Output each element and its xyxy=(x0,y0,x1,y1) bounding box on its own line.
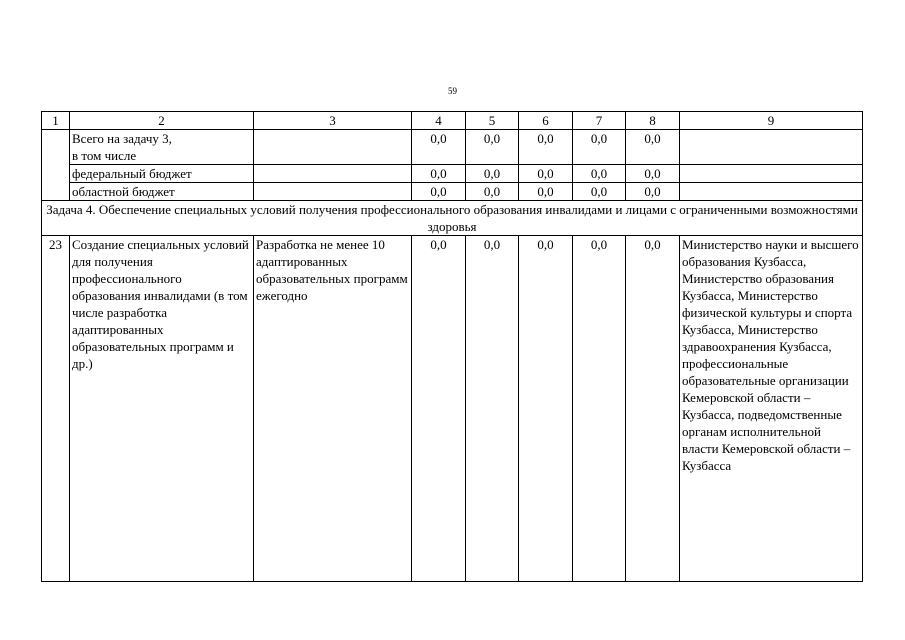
item-executors: Министерство науки и высшего образования Кузбасса, Министерство образования Кузбасса, Министерство физической культуры и спорта Кузбасса, Министерство здравоохранения Кузбасса, профессиональные образовательные организации Кемеровской области – Кузбасса, подведомственные органам исполнительной власти Кемеровской области – Кузбасса xyxy=(680,236,863,582)
item-number: 23 xyxy=(42,236,70,582)
item-value: 0,0 xyxy=(626,236,680,582)
total-value: 0,0 xyxy=(412,165,466,183)
total-col9 xyxy=(680,130,863,165)
total-value: 0,0 xyxy=(519,130,573,165)
empty-number-cell xyxy=(42,130,70,201)
header-cell: 9 xyxy=(680,112,863,130)
task-heading: Задача 4. Обеспечение специальных условий получения профессионального образования инвалидами и лицами с ограниченными возможностями здоровья xyxy=(42,201,863,236)
total-value: 0,0 xyxy=(573,130,626,165)
total-col9 xyxy=(680,183,863,201)
header-row xyxy=(42,112,863,130)
total-value: 0,0 xyxy=(466,165,519,183)
total-col3 xyxy=(254,183,412,201)
total-value: 0,0 xyxy=(466,130,519,165)
page-number: 59 xyxy=(448,86,457,96)
total-label: Всего на задачу 3, в том числе xyxy=(70,130,254,165)
total-value: 0,0 xyxy=(626,130,680,165)
total-value: 0,0 xyxy=(519,183,573,201)
item-value: 0,0 xyxy=(573,236,626,582)
total-value: 0,0 xyxy=(573,165,626,183)
item-row xyxy=(42,236,863,582)
total-row xyxy=(42,183,863,201)
total-col9 xyxy=(680,165,863,183)
header-cell: 8 xyxy=(626,112,680,130)
total-value: 0,0 xyxy=(412,130,466,165)
total-row xyxy=(42,165,863,183)
total-col3 xyxy=(254,165,412,183)
total-value: 0,0 xyxy=(573,183,626,201)
item-value: 0,0 xyxy=(466,236,519,582)
total-value: 0,0 xyxy=(466,183,519,201)
total-value: 0,0 xyxy=(626,165,680,183)
header-cell: 7 xyxy=(573,112,626,130)
total-label: федеральный бюджет xyxy=(70,165,254,183)
item-name: Создание специальных условий для получения профессионального образования инвалидами (в том числе разработка адаптированных образовательных программ и др.) xyxy=(70,236,254,582)
item-value: 0,0 xyxy=(412,236,466,582)
item-indicator: Разработка не менее 10 адаптированных образовательных программ ежегодно xyxy=(254,236,412,582)
total-value: 0,0 xyxy=(519,165,573,183)
program-table xyxy=(41,111,863,582)
header-cell: 1 xyxy=(42,112,70,130)
total-row xyxy=(42,130,863,165)
header-cell: 6 xyxy=(519,112,573,130)
total-value: 0,0 xyxy=(412,183,466,201)
total-col3 xyxy=(254,130,412,165)
total-value: 0,0 xyxy=(626,183,680,201)
header-cell: 2 xyxy=(70,112,254,130)
header-cell: 4 xyxy=(412,112,466,130)
task-heading-row xyxy=(42,201,863,236)
header-cell: 3 xyxy=(254,112,412,130)
total-label: областной бюджет xyxy=(70,183,254,201)
header-cell: 5 xyxy=(466,112,519,130)
item-value: 0,0 xyxy=(519,236,573,582)
